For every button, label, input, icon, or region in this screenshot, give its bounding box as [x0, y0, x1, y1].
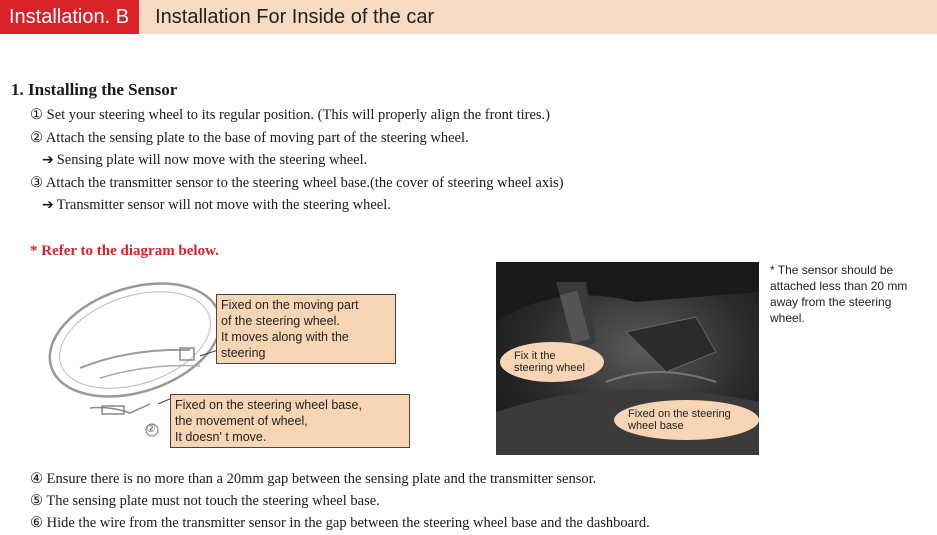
steering-wheel-diagram [40, 278, 420, 458]
step-3-result [42, 197, 391, 214]
callout-wheel-base [170, 394, 410, 448]
page-header [0, 0, 937, 34]
callout-moving-line-2: of the steering wheel. [221, 314, 340, 328]
callout-moving-part [216, 294, 396, 364]
header-title: Installation For Inside of the car [155, 5, 435, 28]
bubble-left-line-2: steering wheel [514, 362, 585, 374]
bubble-left-line-1: Fix it the [514, 350, 556, 362]
step-2: ② Attach the sensing plate to the base of moving part of the steering wheel. [30, 130, 469, 146]
sensor-distance-note [770, 262, 937, 326]
note-line-2: attached less than 20 mm [770, 279, 908, 293]
step-3: ③ Attach the transmitter sensor to the steering wheel base.(the cover of steering wheel axis) [30, 175, 564, 191]
right-arrow-icon: ➔ [42, 152, 54, 168]
section-title: 1. Installing the Sensor [11, 80, 178, 99]
installation-photo [496, 262, 759, 455]
callout-base-line-3: It doesn' t move. [175, 430, 267, 444]
diagram-marker: ② [146, 422, 156, 435]
bubble-fix-steering-wheel [500, 342, 604, 382]
note-line-3: away from the steering [770, 295, 892, 309]
callout-base-line-1: Fixed on the steering wheel base, [175, 398, 362, 412]
note-line-1: * The sensor should be [770, 263, 894, 277]
bubble-right-line-2: wheel base [628, 420, 684, 432]
note-line-4: wheel. [770, 311, 805, 325]
bubble-right-line-1: Fixed on the steering [628, 408, 731, 420]
step-1: ① Set your steering wheel to its regular position. (This will properly align the front tires.) [30, 107, 550, 123]
callout-moving-line-3: It moves along with the [221, 330, 349, 344]
callout-base-line-2: the movement of wheel, [175, 414, 308, 428]
step-6: ⑥ Hide the wire from the transmitter sensor in the gap between the steering wheel base and the dashboard. [30, 515, 650, 531]
step-2-result-text: Sensing plate will now move with the steering wheel. [56, 152, 368, 168]
right-arrow-icon: ➔ [42, 197, 54, 213]
installation-tag: Installation. B [0, 0, 139, 34]
step-3-result-text: Transmitter sensor will not move with the steering wheel. [56, 197, 391, 213]
bubble-fixed-wheel-base [614, 400, 759, 440]
callout-moving-line-1: Fixed on the moving part [221, 298, 359, 312]
callout-moving-line-4: steering [221, 346, 266, 360]
refer-note: * Refer to the diagram below. [30, 243, 219, 259]
step-2-result [42, 152, 367, 169]
step-5: ⑤ The sensing plate must not touch the steering wheel base. [30, 493, 380, 509]
step-4: ④ Ensure there is no more than a 20mm gap between the sensing plate and the transmitter sensor. [30, 471, 597, 487]
